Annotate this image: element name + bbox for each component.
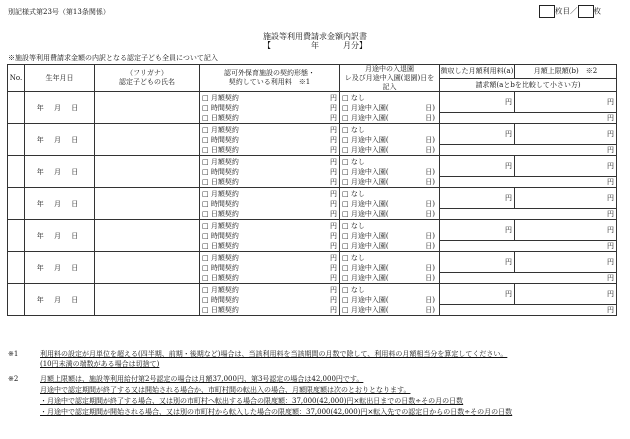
contract-hourly-label: □ 時間契約 xyxy=(202,103,239,112)
col-no: No. xyxy=(8,65,25,92)
table-row xyxy=(8,252,617,284)
midmonth-enter-label: □ 月途中入園( xyxy=(342,103,389,112)
contract-daily-option[interactable] xyxy=(200,273,339,283)
row-no-cell[interactable] xyxy=(8,156,25,188)
birth-date-label: 年 月 日 xyxy=(36,263,83,272)
sheet-total-label: 枚 xyxy=(593,6,601,16)
child-name-cell[interactable] xyxy=(95,252,200,284)
col-claim: 請求額(aとbを比較して小さい方) xyxy=(440,78,617,92)
row-no-cell[interactable] xyxy=(8,252,25,284)
fee-cell xyxy=(440,156,617,188)
yen-unit: 円 xyxy=(607,242,614,251)
contract-daily-option[interactable] xyxy=(200,113,339,123)
note-1-line2: (10円未満の端数がある場合は切捨て) xyxy=(40,360,160,368)
limit-b-field[interactable] xyxy=(515,220,616,240)
period-year: 年 xyxy=(311,41,319,50)
fee-cell xyxy=(440,124,617,156)
midmonth-none-option[interactable] xyxy=(340,253,439,263)
table-row xyxy=(8,220,617,252)
day-close: 日) xyxy=(425,177,435,186)
contract-daily-option[interactable] xyxy=(200,177,339,187)
col-contract xyxy=(200,65,340,92)
midmonth-cell xyxy=(340,252,440,284)
table-row xyxy=(8,124,617,156)
contract-hourly-option[interactable] xyxy=(200,135,339,145)
contract-hourly-label: □ 時間契約 xyxy=(202,263,239,272)
fee-a-field[interactable] xyxy=(440,284,515,304)
contract-daily-option[interactable] xyxy=(200,241,339,251)
contract-hourly-label: □ 時間契約 xyxy=(202,135,239,144)
contract-monthly-option[interactable] xyxy=(200,221,339,231)
midmonth-enter-option[interactable] xyxy=(340,167,439,177)
yen-unit: 円 xyxy=(505,130,512,139)
birth-date-label: 年 月 日 xyxy=(36,231,83,240)
note-2-line4: ・月途中で認定期間が開始される場合、又は別の市町村から転入した場合の限度額：37,000(42,000)円×転入先での認定日からの日数÷その月の日数 xyxy=(40,408,513,416)
midmonth-cell xyxy=(340,284,440,316)
midmonth-none-option[interactable] xyxy=(340,285,439,295)
midmonth-none-option[interactable] xyxy=(340,189,439,199)
limit-b-field[interactable] xyxy=(515,188,616,208)
contract-hourly-label: □ 時間契約 xyxy=(202,199,239,208)
col-fee-a: 徴収した月額利用料(a) xyxy=(440,65,515,79)
col-contract-line1: 認可外保育施設の契約形態・ xyxy=(224,69,315,78)
fee-cell xyxy=(440,92,617,124)
yen-unit: 円 xyxy=(330,295,337,304)
birth-date-label: 年 月 日 xyxy=(36,167,83,176)
yen-unit: 円 xyxy=(607,226,614,235)
midmonth-leave-option[interactable] xyxy=(340,113,439,123)
child-name-cell[interactable] xyxy=(95,124,200,156)
midmonth-cell xyxy=(340,188,440,220)
child-name-cell[interactable] xyxy=(95,92,200,124)
midmonth-none-option[interactable] xyxy=(340,93,439,103)
child-name-cell[interactable] xyxy=(95,188,200,220)
yen-unit: 円 xyxy=(505,162,512,171)
claim-field[interactable] xyxy=(440,177,616,187)
contract-hourly-label: □ 時間契約 xyxy=(202,231,239,240)
yen-unit: 円 xyxy=(330,253,337,262)
fee-cell xyxy=(440,252,617,284)
fee-a-field[interactable] xyxy=(440,188,515,208)
child-name-cell[interactable] xyxy=(95,156,200,188)
breakdown-table xyxy=(7,64,617,316)
col-limit-b: 月額上限額(b) ※2 xyxy=(515,65,617,79)
day-close: 日) xyxy=(425,241,435,250)
yen-unit: 円 xyxy=(330,103,337,112)
midmonth-none-label: □ なし xyxy=(342,285,365,294)
sheet-counter xyxy=(539,5,601,18)
day-close: 日) xyxy=(425,199,435,208)
claim-field[interactable] xyxy=(440,145,616,155)
midmonth-cell xyxy=(340,124,440,156)
midmonth-none-label: □ なし xyxy=(342,189,365,198)
sheet-number-box[interactable] xyxy=(539,5,555,18)
limit-b-field[interactable] xyxy=(515,252,616,272)
day-close: 日) xyxy=(425,135,435,144)
yen-unit: 円 xyxy=(330,305,337,314)
contract-monthly-label: □ 月額契約 xyxy=(202,125,239,134)
yen-unit: 円 xyxy=(330,231,337,240)
contract-monthly-label: □ 月額契約 xyxy=(202,285,239,294)
midmonth-leave-option[interactable] xyxy=(340,305,439,315)
birth-date-label: 年 月 日 xyxy=(36,103,83,112)
contract-daily-label: □ 日額契約 xyxy=(202,241,239,250)
yen-unit: 円 xyxy=(330,263,337,272)
yen-unit: 円 xyxy=(330,157,337,166)
contract-cell xyxy=(200,92,340,124)
day-close: 日) xyxy=(425,145,435,154)
midmonth-leave-option[interactable] xyxy=(340,177,439,187)
birth-date-cell[interactable] xyxy=(25,220,95,252)
note-2-line3: ・月途中で認定期間が終了する場合、又は別の市町村へ転出する場合の限度額：37,000(42,000)円×転出日までの日数÷その月の日数 xyxy=(40,397,464,405)
midmonth-leave-option[interactable] xyxy=(340,241,439,251)
billing-period xyxy=(0,42,630,50)
midmonth-enter-label: □ 月途中入園( xyxy=(342,167,389,176)
midmonth-leave-label: □ 月途中入園( xyxy=(342,145,389,154)
contract-hourly-option[interactable] xyxy=(200,231,339,241)
yen-unit: 円 xyxy=(607,210,614,219)
contract-monthly-option[interactable] xyxy=(200,93,339,103)
sheet-total-box[interactable] xyxy=(578,5,594,18)
contract-cell xyxy=(200,188,340,220)
midmonth-enter-option[interactable] xyxy=(340,199,439,209)
fee-a-field[interactable] xyxy=(440,92,515,112)
table-row xyxy=(8,188,617,220)
contract-daily-option[interactable] xyxy=(200,209,339,219)
limit-b-field[interactable] xyxy=(515,156,616,176)
contract-monthly-option[interactable] xyxy=(200,125,339,135)
col-name-label: 認定子どもの氏名 xyxy=(119,78,175,87)
midmonth-leave-label: □ 月途中入園( xyxy=(342,305,389,314)
midmonth-cell xyxy=(340,92,440,124)
midmonth-leave-label: □ 月途中入園( xyxy=(342,273,389,282)
yen-unit: 円 xyxy=(505,98,512,107)
note-1-mark: ※1 xyxy=(8,350,19,358)
claim-field[interactable] xyxy=(440,209,616,219)
yen-unit: 円 xyxy=(330,113,337,122)
yen-unit: 円 xyxy=(330,199,337,208)
midmonth-none-option[interactable] xyxy=(340,221,439,231)
contract-monthly-option[interactable] xyxy=(200,189,339,199)
birth-date-cell[interactable] xyxy=(25,252,95,284)
yen-unit: 円 xyxy=(505,194,512,203)
col-midmonth-line2: レ及び月途中入園(退園)日を xyxy=(344,73,435,82)
midmonth-enter-option[interactable] xyxy=(340,231,439,241)
fee-a-field[interactable] xyxy=(440,156,515,176)
limit-b-field[interactable] xyxy=(515,124,616,144)
limit-b-field[interactable] xyxy=(515,284,616,304)
midmonth-none-label: □ なし xyxy=(342,125,365,134)
contract-daily-label: □ 日額契約 xyxy=(202,209,239,218)
midmonth-none-option[interactable] xyxy=(340,157,439,167)
birth-date-cell[interactable] xyxy=(25,92,95,124)
birth-date-cell[interactable] xyxy=(25,284,95,316)
period-open: 【 xyxy=(263,41,271,50)
contract-cell xyxy=(200,284,340,316)
day-close: 日) xyxy=(425,295,435,304)
contract-hourly-label: □ 時間契約 xyxy=(202,295,239,304)
birth-date-cell[interactable] xyxy=(25,124,95,156)
limit-b-field[interactable] xyxy=(515,92,616,112)
table-row xyxy=(8,284,617,316)
table-header-row xyxy=(8,65,617,79)
claim-field[interactable] xyxy=(440,241,616,251)
midmonth-enter-label: □ 月途中入園( xyxy=(342,263,389,272)
yen-unit: 円 xyxy=(607,306,614,315)
yen-unit: 円 xyxy=(330,273,337,282)
child-name-cell[interactable] xyxy=(95,220,200,252)
midmonth-none-label: □ なし xyxy=(342,93,365,102)
midmonth-enter-option[interactable] xyxy=(340,295,439,305)
midmonth-enter-label: □ 月途中入園( xyxy=(342,199,389,208)
yen-unit: 円 xyxy=(607,114,614,123)
yen-unit: 円 xyxy=(330,167,337,176)
midmonth-none-option[interactable] xyxy=(340,125,439,135)
midmonth-enter-option[interactable] xyxy=(340,263,439,273)
row-no-cell[interactable] xyxy=(8,124,25,156)
contract-cell xyxy=(200,156,340,188)
contract-monthly-label: □ 月額契約 xyxy=(202,253,239,262)
yen-unit: 円 xyxy=(607,258,614,267)
midmonth-leave-label: □ 月途中入園( xyxy=(342,177,389,186)
child-name-cell[interactable] xyxy=(95,284,200,316)
page-title: 施設等利用費請求金額内訳書 xyxy=(263,32,367,41)
contract-cell xyxy=(200,124,340,156)
yen-unit: 円 xyxy=(330,135,337,144)
yen-unit: 円 xyxy=(330,209,337,218)
fee-a-field[interactable] xyxy=(440,124,515,144)
midmonth-cell xyxy=(340,156,440,188)
contract-daily-option[interactable] xyxy=(200,305,339,315)
table-row xyxy=(8,92,617,124)
claim-field[interactable] xyxy=(440,273,616,283)
birth-date-label: 年 月 日 xyxy=(36,199,83,208)
row-no-cell[interactable] xyxy=(8,188,25,220)
contract-monthly-option[interactable] xyxy=(200,285,339,295)
midmonth-leave-label: □ 月途中入園( xyxy=(342,113,389,122)
fee-cell xyxy=(440,188,617,220)
contract-daily-label: □ 日額契約 xyxy=(202,113,239,122)
note-2-line1: 月額上限額は、施設等利用給付第2号認定の場合は月額37,000円、第3号認定の場合は42,000円です。 xyxy=(40,375,364,383)
yen-unit: 円 xyxy=(607,194,614,203)
day-close: 日) xyxy=(425,113,435,122)
yen-unit: 円 xyxy=(607,162,614,171)
claim-field[interactable] xyxy=(440,113,616,123)
yen-unit: 円 xyxy=(607,146,614,155)
col-birth-date: 生年月日 xyxy=(25,65,95,92)
contract-hourly-option[interactable] xyxy=(200,199,339,209)
contract-monthly-label: □ 月額契約 xyxy=(202,93,239,102)
midmonth-enter-label: □ 月途中入園( xyxy=(342,135,389,144)
col-midmonth-line3: 記入 xyxy=(382,82,397,91)
fee-a-field[interactable] xyxy=(440,252,515,272)
row-no-cell[interactable] xyxy=(8,220,25,252)
col-contract-line2: 契約している利用料 ※1 xyxy=(228,78,311,87)
contract-hourly-option[interactable] xyxy=(200,167,339,177)
day-close: 日) xyxy=(425,103,435,112)
contract-monthly-label: □ 月額契約 xyxy=(202,157,239,166)
contract-monthly-option[interactable] xyxy=(200,157,339,167)
claim-field[interactable] xyxy=(440,305,616,315)
birth-date-cell[interactable] xyxy=(25,188,95,220)
contract-monthly-label: □ 月額契約 xyxy=(202,221,239,230)
note-2-line2: 月途中で認定期間が終了する又は開始される場合か、市町村間の転出入の場合、月額限度額は次のとおりとなります。 xyxy=(40,386,411,394)
day-close: 日) xyxy=(425,305,435,314)
midmonth-none-label: □ なし xyxy=(342,253,365,262)
intro-note: ※施設等利用費請求金額の内訳となる認定子ども全員について記入 xyxy=(8,54,218,62)
midmonth-leave-option[interactable] xyxy=(340,209,439,219)
birth-date-label: 年 月 日 xyxy=(36,295,83,304)
yen-unit: 円 xyxy=(505,258,512,267)
col-midmonth xyxy=(340,65,440,92)
midmonth-enter-option[interactable] xyxy=(340,135,439,145)
yen-unit: 円 xyxy=(330,145,337,154)
yen-unit: 円 xyxy=(505,290,512,299)
form-label: 別記様式第23号（第13条関係） xyxy=(8,8,110,16)
midmonth-leave-label: □ 月途中入園( xyxy=(342,241,389,250)
day-close: 日) xyxy=(425,167,435,176)
yen-unit: 円 xyxy=(330,285,337,294)
yen-unit: 円 xyxy=(607,290,614,299)
table-row xyxy=(8,156,617,188)
fee-cell xyxy=(440,284,617,316)
yen-unit: 円 xyxy=(607,98,614,107)
midmonth-leave-option[interactable] xyxy=(340,273,439,283)
yen-unit: 円 xyxy=(607,178,614,187)
day-close: 日) xyxy=(425,263,435,272)
yen-unit: 円 xyxy=(330,177,337,186)
col-name xyxy=(95,65,200,92)
midmonth-enter-label: □ 月途中入園( xyxy=(342,231,389,240)
sheet-of-label: 枚目／ xyxy=(555,6,578,16)
contract-monthly-option[interactable] xyxy=(200,253,339,263)
note-2-mark: ※2 xyxy=(8,375,19,383)
midmonth-enter-option[interactable] xyxy=(340,103,439,113)
day-close: 日) xyxy=(425,231,435,240)
yen-unit: 円 xyxy=(330,93,337,102)
yen-unit: 円 xyxy=(607,274,614,283)
contract-monthly-label: □ 月額契約 xyxy=(202,189,239,198)
birth-date-label: 年 月 日 xyxy=(36,135,83,144)
fee-cell xyxy=(440,220,617,252)
birth-date-cell[interactable] xyxy=(25,156,95,188)
fee-a-field[interactable] xyxy=(440,220,515,240)
midmonth-none-label: □ なし xyxy=(342,221,365,230)
contract-hourly-option[interactable] xyxy=(200,103,339,113)
day-close: 日) xyxy=(425,209,435,218)
midmonth-enter-label: □ 月途中入園( xyxy=(342,295,389,304)
contract-hourly-option[interactable] xyxy=(200,263,339,273)
yen-unit: 円 xyxy=(607,130,614,139)
midmonth-leave-option[interactable] xyxy=(340,145,439,155)
midmonth-cell xyxy=(340,220,440,252)
contract-daily-label: □ 日額契約 xyxy=(202,145,239,154)
row-no-cell[interactable] xyxy=(8,92,25,124)
yen-unit: 円 xyxy=(330,241,337,250)
midmonth-none-label: □ なし xyxy=(342,157,365,166)
contract-daily-option[interactable] xyxy=(200,145,339,155)
yen-unit: 円 xyxy=(330,125,337,134)
col-midmonth-line1: 月途中の入退園 xyxy=(365,65,414,73)
row-no-cell[interactable] xyxy=(8,284,25,316)
day-close: 日) xyxy=(425,273,435,282)
contract-hourly-label: □ 時間契約 xyxy=(202,167,239,176)
contract-daily-label: □ 日額契約 xyxy=(202,177,239,186)
yen-unit: 円 xyxy=(505,226,512,235)
yen-unit: 円 xyxy=(330,221,337,230)
contract-daily-label: □ 日額契約 xyxy=(202,273,239,282)
contract-cell xyxy=(200,220,340,252)
note-1-line1: 利用料の設定が月単位を超える(四半期、前期・後期など)場合は、当該利用料を当該期間の月数で除して、利用料の月額相当分を算定してください。 xyxy=(40,350,508,358)
midmonth-leave-label: □ 月途中入園( xyxy=(342,209,389,218)
col-name-kana: （フリガナ） xyxy=(126,69,168,78)
contract-daily-label: □ 日額契約 xyxy=(202,305,239,314)
contract-hourly-option[interactable] xyxy=(200,295,339,305)
contract-cell xyxy=(200,252,340,284)
period-month: 月分】 xyxy=(343,41,367,50)
yen-unit: 円 xyxy=(330,189,337,198)
